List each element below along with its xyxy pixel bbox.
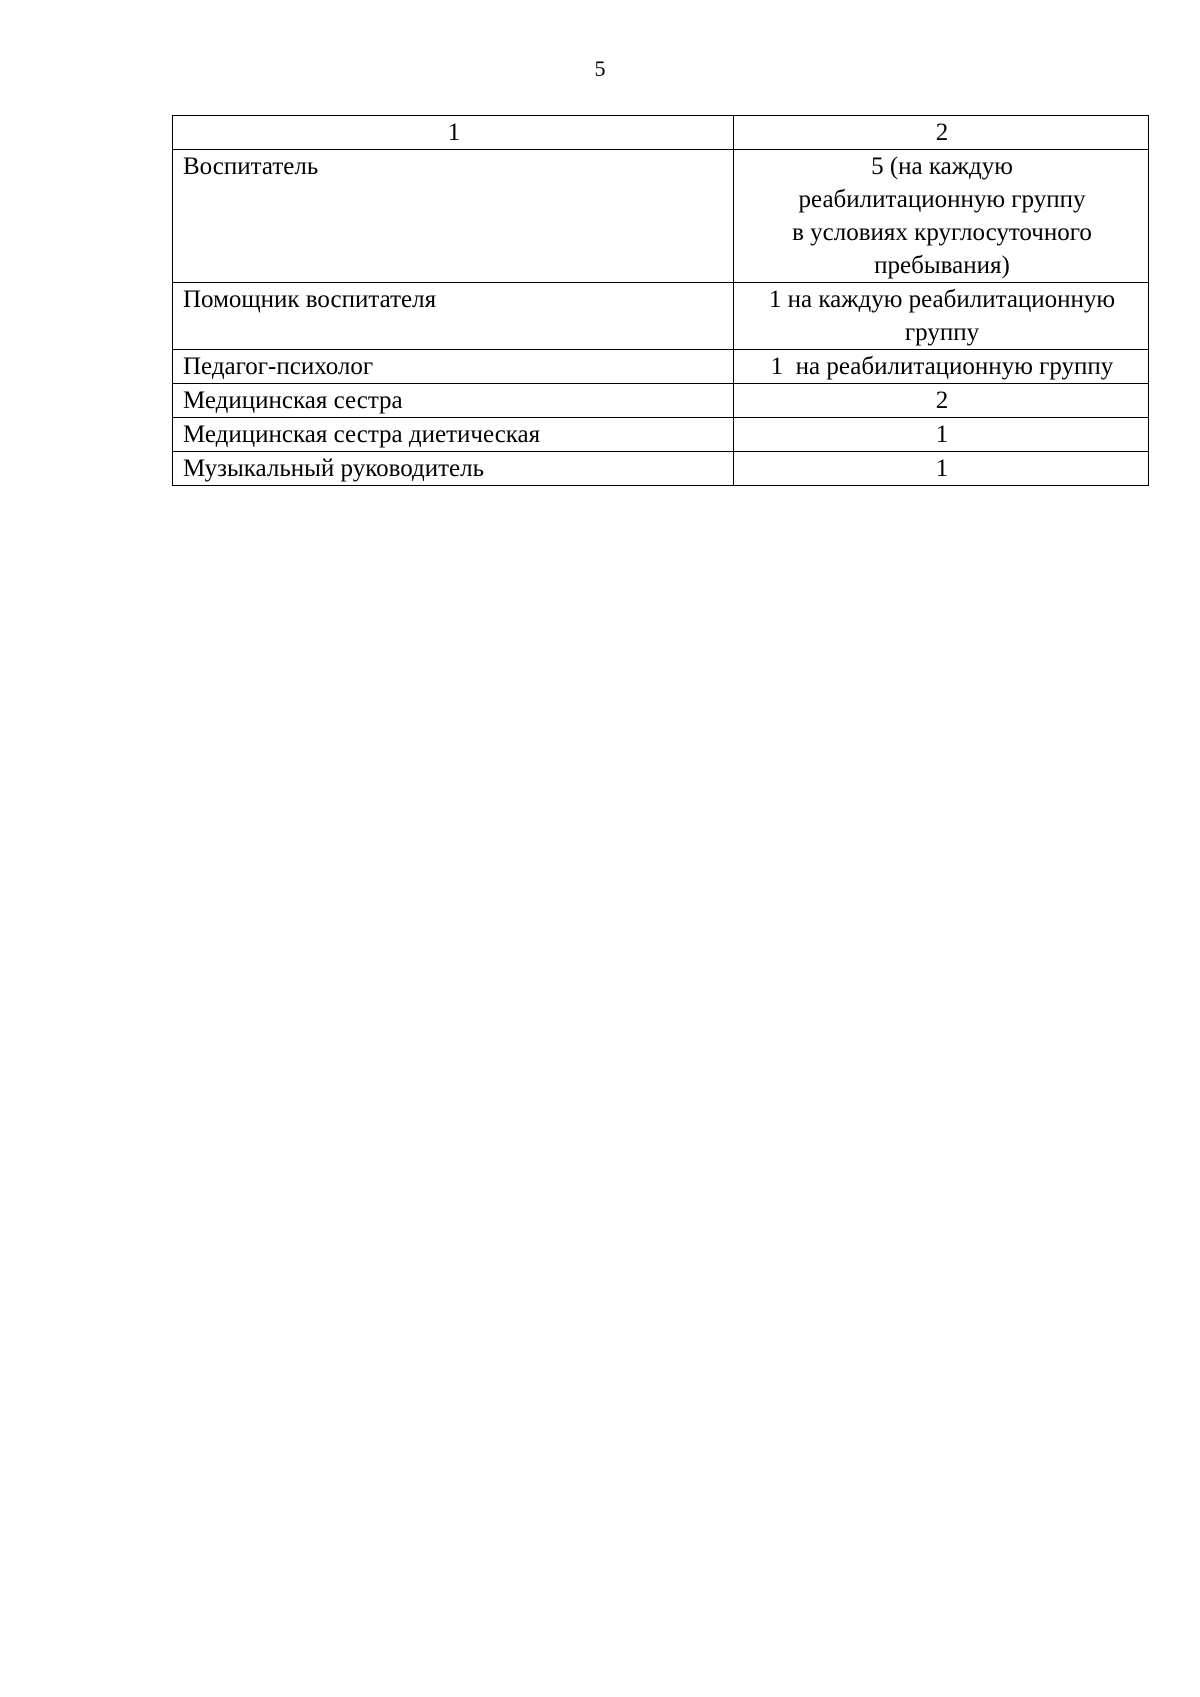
table-row	[173, 350, 1149, 384]
quantity-cell	[734, 452, 1149, 486]
position-cell: Помощник воспитателя	[173, 283, 734, 350]
position-cell: Музыкальный руководитель	[173, 452, 734, 486]
table-row	[173, 418, 1149, 452]
table-row	[173, 283, 1149, 350]
quantity-cell	[734, 384, 1149, 418]
quantity-cell	[734, 283, 1149, 350]
quantity-line: 1 на реабилитационную группу	[770, 353, 1114, 380]
table-row	[173, 384, 1149, 418]
quantity-cell	[734, 418, 1149, 452]
quantity-line: 2	[935, 387, 949, 414]
table-row	[173, 150, 1149, 283]
table-row	[173, 452, 1149, 486]
quantity-line: 1 на каждую реабилитационную	[768, 286, 1116, 313]
quantity-line: группу	[904, 319, 980, 346]
staff-table	[172, 115, 1149, 486]
quantity-line: 5 (на каждую	[871, 153, 1013, 180]
quantity-cell	[734, 150, 1149, 283]
page-number: 5	[594, 56, 606, 81]
column-number-2: 2	[734, 116, 1149, 150]
quantity-line: реабилитационную группу	[798, 186, 1086, 213]
table-header-row	[173, 116, 1149, 150]
position-cell: Медицинская сестра диетическая	[173, 418, 734, 452]
position-cell: Медицинская сестра	[173, 384, 734, 418]
quantity-line: 1	[935, 455, 949, 482]
position-cell: Воспитатель	[173, 150, 734, 283]
quantity-line: 1	[935, 421, 949, 448]
quantity-cell	[734, 350, 1149, 384]
quantity-line: в условиях круглосуточного	[792, 219, 1092, 246]
column-number-1: 1	[173, 116, 734, 150]
quantity-line: пребывания)	[874, 252, 1010, 279]
position-cell: Педагог-психолог	[173, 350, 734, 384]
